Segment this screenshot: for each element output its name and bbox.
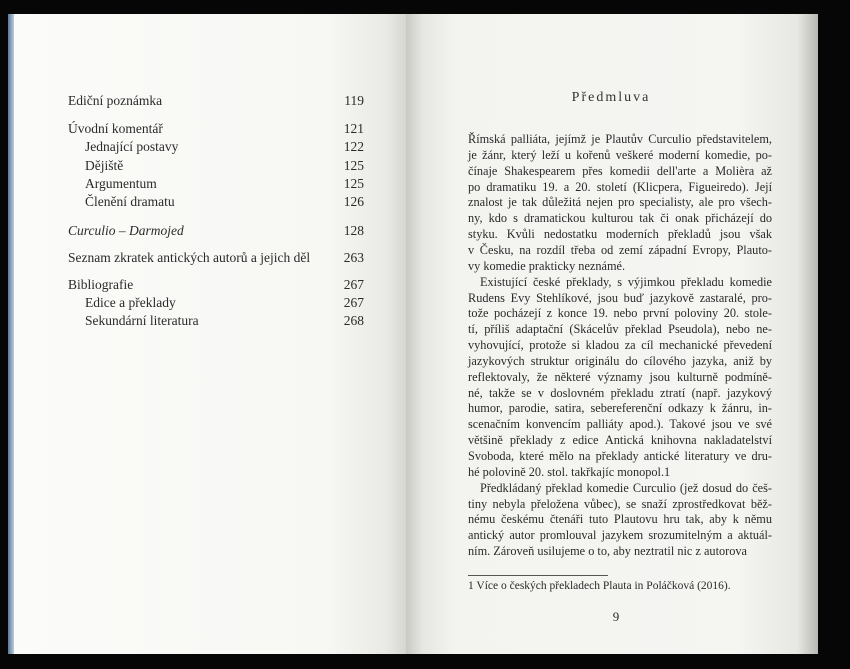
toc-entry [68,250,364,268]
toc-page-number: 122 [343,139,364,154]
text-line: hé polovině 20. stol. takřkajíc monopol.1 [468,464,671,479]
text-line: scenačním konvencím palliáty apod.). Takové jsou ve své [468,417,772,432]
toc-label: Dějiště [85,158,124,173]
toc-entry [68,93,364,111]
text-line: ny, kdo s dramatickou kulturou tak či onak přicházejí do [468,211,772,226]
text-line: vyhovující, protože si kladou za cíl mechanické převedení [468,338,772,353]
text-line: tí, příliš adaptační (Skácelův překlad Pseudola), nebo ne- [468,322,772,337]
toc-page-number: 268 [343,313,364,328]
toc-label: Členění dramatu [85,194,175,209]
toc-page-number: 121 [343,121,364,136]
text-line: tiny nebyla přeložena vůbec), se snaží zprostředkovat běž- [468,496,772,511]
toc-entry [68,176,364,194]
toc-page-number: 119 [344,93,364,108]
text-line: né, takže se v doslovném překladu ztratí (např. jazykový [468,385,772,400]
toc-page-number: 126 [343,194,364,209]
text-line: vy komedie prakticky neznámé. [468,258,626,273]
text-line: Předkládaný překlad komedie Curculio (jež dosud do češ- [480,480,772,495]
text-line: Rudens Evy Stehlíkové, jsou buď jazykově zastaralé, pro- [468,290,772,305]
text-line: znalost je tak důležitá nejen pro specialisty, ale pro všech- [468,195,772,210]
preface-title: Předmluva [571,90,651,105]
toc-label: Edice a překlady [85,295,176,310]
footnote-divider [468,575,608,576]
toc-page-number: 125 [343,176,364,191]
toc-page-number: 125 [343,158,364,173]
toc-entry [68,194,364,212]
toc-label: Jednající postavy [85,139,179,154]
toc-page-number: 267 [343,295,364,310]
text-line: je žánr, který leží u kořenů veškeré moderní komedie, po- [468,147,772,162]
toc-label: Curculio – Darmojed [68,223,184,238]
right-page [406,14,818,654]
footnote: 1 Více o českých překladech Plauta in Poláčková (2016). [468,580,731,592]
toc-entry [68,313,364,331]
toc-page-number: 263 [343,250,364,265]
toc-page-number: 128 [343,223,364,238]
toc-entry [68,121,364,139]
text-line: většině překlady z edice Antická knihovna nakladatelství [468,433,772,448]
text-line: ním. Zároveň usilujeme o to, aby neztratil nic z autorova [468,544,747,559]
toc-entry [68,277,364,295]
text-line: po dramatiku 19. a 20. století (Klicpera, Figueiredo). Její [468,179,772,194]
book-spread [8,14,818,654]
text-line: v Česku, na rozdíl třeba od zemí západní Evropy, Plauto- [468,242,772,257]
toc-label: Ediční poznámka [68,93,163,108]
text-line: Římská palliáta, jejímž je Plautův Curculio představitelem, [468,132,772,146]
toc-label: Argumentum [85,176,157,191]
page-number: 9 [612,609,620,624]
text-line: antický autor promlouval jazykem srozumitelným a aktuál- [468,528,772,543]
text-line: styku. Kvůli nedostatku moderních překladů jsou však [468,227,772,242]
text-line: reflektovaly, že některé významy jsou kulturně podmíně- [468,369,772,384]
text-line: čínaje Shakespearem přes komedii dell'arte a Molièra až [468,163,772,178]
text-line: nému českému čtenáři tuto Plautovu hru tak, aby k němu [468,512,772,527]
toc-entry [68,139,364,157]
text-line: jazykových struktur originálu do cílového jazyka, aniž by [468,353,772,368]
toc-label: Úvodní komentář [68,121,163,136]
toc-label: Seznam zkratek antických autorů a jejich děl [68,250,311,265]
text-line: Svoboda, které mělo na překlady antické literatury ve dru- [468,449,772,463]
toc-entry [68,295,364,313]
toc-label: Bibliografie [68,277,134,292]
toc-entry [68,223,364,241]
text-line: Existující české překlady, s výjimkou překladu komedie [480,274,772,289]
left-page [8,14,406,654]
text-line: tože pocházejí z konce 19. nebo první poloviny 20. stole- [468,306,772,321]
toc-page-number: 267 [343,277,364,292]
toc-entry [68,158,364,176]
toc-label: Sekundární literatura [85,313,199,328]
text-line: humor, parodie, satira, sebereferenční odkazy k žánru, in- [468,401,772,416]
